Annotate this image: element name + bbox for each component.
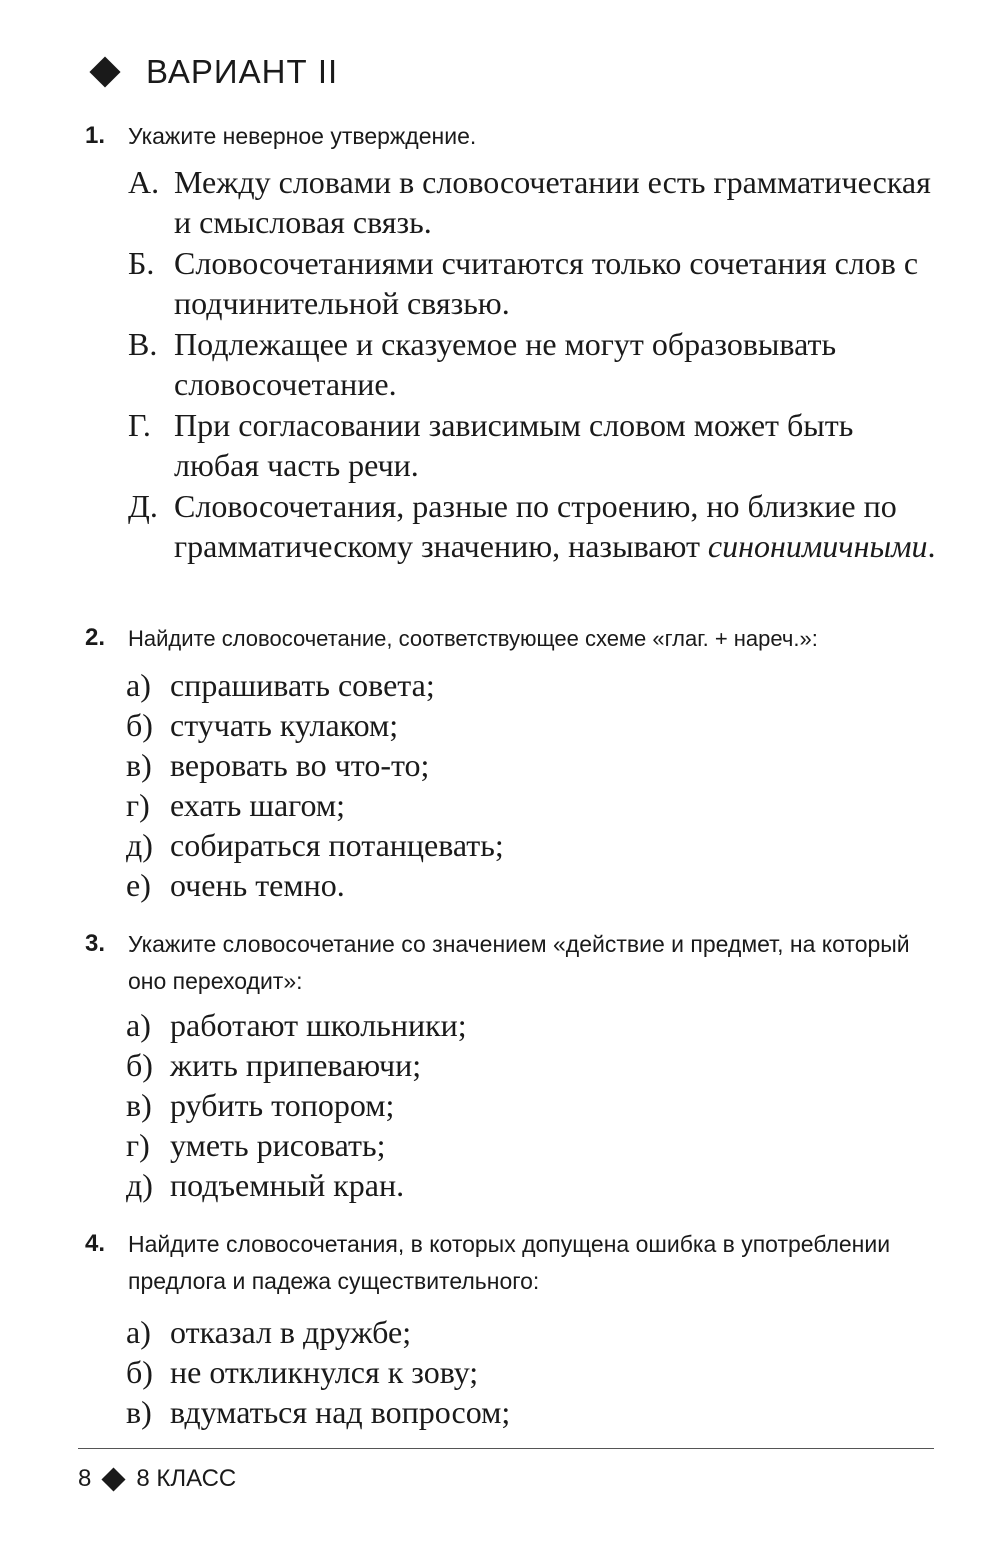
question-4-option [126, 1392, 510, 1432]
question-4-options [126, 1312, 510, 1432]
question-3-option [126, 1125, 467, 1165]
option-label: е) [126, 867, 151, 903]
diamond-icon [89, 56, 120, 87]
option-text: не откликнулся к зову; [170, 1354, 479, 1390]
option-label: а) [126, 1007, 151, 1043]
question-2-option [126, 745, 504, 785]
option-label: г) [126, 1127, 150, 1163]
option-text: очень темно. [170, 867, 345, 903]
option-text: стучать кулаком; [170, 707, 399, 743]
option-text: жить припеваючи; [170, 1047, 422, 1083]
question-3-option [126, 1005, 467, 1045]
question-2-option [126, 705, 504, 745]
question-3-number: 3. [85, 930, 106, 957]
section-label: 8 КЛАСС [136, 1465, 237, 1492]
option-label: б) [126, 1354, 153, 1390]
question-2-option [126, 665, 504, 705]
question-3-option [126, 1085, 467, 1125]
page-number: 8 [78, 1465, 92, 1492]
option-text-wrapper [174, 486, 940, 566]
option-text: спрашивать совета; [170, 667, 435, 703]
option-end-punctuation: . [927, 528, 936, 564]
option-label: б) [126, 1047, 153, 1083]
option-label: в) [126, 1394, 152, 1430]
option-label: д) [126, 827, 153, 863]
question-1-option-d [128, 486, 940, 566]
option-label: в) [126, 747, 152, 783]
question-1-text: Укажите неверное утверждение. [128, 123, 477, 149]
option-text: При согласовании зависимым словом может быть любая часть речи. [174, 407, 854, 483]
question-2-option [126, 785, 504, 825]
question-4-option [126, 1312, 510, 1352]
page-footer [78, 1462, 236, 1496]
option-label: Б. [128, 245, 155, 281]
option-text: Словосочетания, разные по строению, но близкие по грамматическому значению, называют [174, 488, 897, 564]
question-4-number: 4. [85, 1230, 106, 1257]
option-label: Д. [128, 488, 158, 524]
page-title: ВАРИАНТ II [146, 53, 339, 90]
variant-heading [90, 52, 338, 92]
question-4-text: Найдите словосочетания, в которых допущена ошибка в употреблении предлога и падежа существительного: [128, 1231, 891, 1294]
question-2-text: Найдите словосочетание, соответствующее схеме «глаг. + нареч.»: [128, 626, 818, 651]
option-text: отказал в дружбе; [170, 1314, 412, 1350]
diamond-icon [102, 1467, 126, 1491]
option-text: уметь рисовать; [170, 1127, 386, 1163]
option-label: а) [126, 1314, 151, 1350]
option-label: В. [128, 326, 158, 362]
question-1-option-a [128, 162, 940, 242]
question-2-options [126, 665, 504, 905]
option-text: ехать шагом; [170, 787, 346, 823]
option-text: рубить топором; [170, 1087, 395, 1123]
question-1-number: 1. [85, 122, 106, 149]
footer-divider [78, 1448, 934, 1449]
question-1-option-b [128, 243, 940, 323]
question-3-text: Укажите словосочетание со значением «действие и предмет, на который оно переходит»: [128, 931, 910, 994]
option-text: вдуматься над вопросом; [170, 1394, 511, 1430]
question-3-option [126, 1165, 467, 1205]
option-text: Подлежащее и сказуемое не могут образовывать словосочетание. [174, 326, 837, 402]
option-label: б) [126, 707, 153, 743]
option-text: работают школьники; [170, 1007, 467, 1043]
question-3-options [126, 1005, 467, 1205]
option-text: собираться потанцевать; [170, 827, 504, 863]
question-2-option [126, 865, 504, 905]
option-label: а) [126, 667, 151, 703]
option-text: Между словами в словосочетании есть грамматическая и смысловая связь. [174, 164, 931, 240]
question-4-option [126, 1352, 510, 1392]
question-1-option-v [128, 324, 940, 404]
question-3-option [126, 1045, 467, 1085]
option-italic-term: синонимичными [707, 528, 928, 564]
option-text: подъемный кран. [170, 1167, 405, 1203]
option-label: А. [128, 164, 160, 200]
option-label: д) [126, 1167, 153, 1203]
question-1-options [128, 162, 940, 567]
option-text: Словосочетаниями считаются только сочетания слов с подчинительной связью. [174, 245, 919, 321]
option-label: в) [126, 1087, 152, 1123]
question-1-option-g [128, 405, 940, 485]
option-label: г) [126, 787, 150, 823]
option-text: веровать во что-то; [170, 747, 430, 783]
question-2-option [126, 825, 504, 865]
question-2-number: 2. [85, 624, 106, 651]
option-label: Г. [128, 407, 151, 443]
